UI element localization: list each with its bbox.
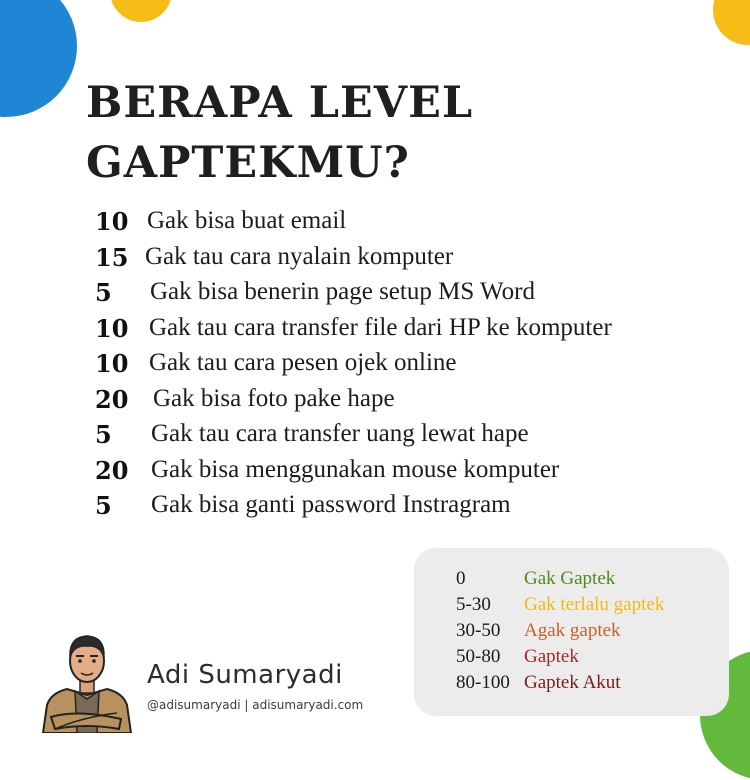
item-text: Gak tau cara nyalain komputer	[145, 242, 454, 270]
decorative-yellow-circle-right	[713, 0, 750, 45]
decorative-yellow-circle-top	[110, 0, 172, 22]
item-text: Gak bisa buat email	[147, 207, 347, 234]
score-legend	[414, 548, 729, 716]
decorative-blue-circle	[0, 0, 77, 117]
item-points: 10	[95, 349, 129, 378]
author-name: Adi Sumaryadi	[147, 660, 343, 690]
item-points: 10	[95, 207, 129, 236]
item-text: Gak bisa ganti password Instragram	[151, 491, 511, 518]
legend-range: 0	[456, 568, 466, 589]
page-title	[86, 73, 473, 193]
item-text: Gak tau cara transfer uang lewat hape	[151, 420, 529, 447]
person-illustration-icon	[37, 625, 137, 733]
item-points: 5	[95, 491, 112, 520]
item-points: 10	[95, 313, 129, 343]
item-points: 20	[95, 384, 129, 414]
title-line-1: BERAPA LEVEL	[86, 78, 474, 128]
item-text: Gak bisa menggunakan mouse komputer	[151, 455, 560, 483]
item-points: 5	[95, 278, 112, 307]
item-text: Gak bisa benerin page setup MS Word	[150, 278, 535, 305]
legend-range: 5-30	[456, 594, 491, 615]
item-points: 15	[95, 242, 129, 272]
legend-range: 80-100	[456, 672, 510, 693]
item-text: Gak tau cara pesen ojek online	[149, 349, 457, 376]
title-line-2: GAPTEKMU?	[86, 138, 410, 188]
item-points: 20	[95, 455, 129, 485]
legend-label: Gaptek Akut	[524, 672, 621, 693]
item-text: Gak bisa foto pake hape	[153, 384, 395, 412]
legend-label: Gaptek	[524, 646, 579, 667]
author-handle: @adisumaryadi | adisumaryadi.com	[147, 698, 364, 712]
item-text: Gak tau cara transfer file dari HP ke komputer	[149, 313, 612, 341]
legend-label: Gak Gaptek	[524, 568, 616, 589]
legend-label: Gak terlalu gaptek	[524, 594, 665, 615]
legend-range: 30-50	[456, 620, 501, 641]
legend-label: Agak gaptek	[524, 620, 621, 641]
item-points: 5	[95, 420, 112, 449]
legend-range: 50-80	[456, 646, 501, 667]
